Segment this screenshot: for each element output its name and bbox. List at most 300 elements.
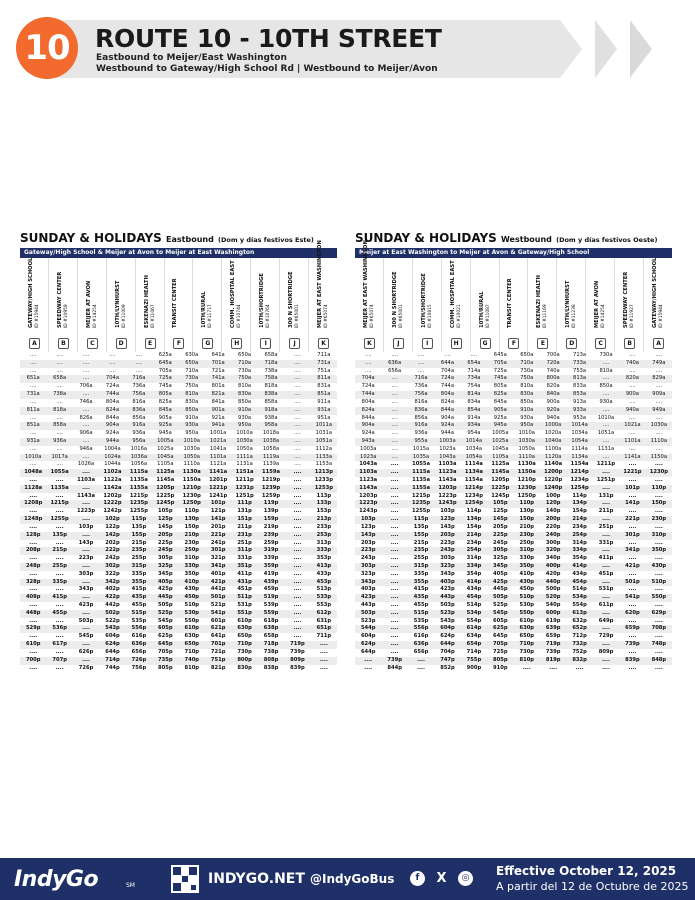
- time-cell: 1125a: [491, 461, 510, 468]
- time-cell: ....: [135, 367, 143, 374]
- time-cell: 624p: [440, 633, 455, 640]
- table-row: [355, 657, 672, 665]
- time-cell: ....: [390, 484, 399, 491]
- time-cell: 440p: [545, 578, 561, 585]
- time-cell: 1230p: [182, 492, 201, 499]
- time-cell: 414p: [466, 578, 482, 585]
- table-row: [20, 610, 337, 618]
- time-cell: 604p: [105, 633, 120, 640]
- table-row: [20, 352, 337, 360]
- time-cell: 419p: [263, 570, 279, 577]
- time-cell: 254p: [466, 547, 482, 554]
- timepoint-letter: A: [29, 338, 40, 349]
- time-cell: 341p: [625, 547, 640, 554]
- time-cell: ....: [293, 609, 302, 616]
- time-cell: 805a: [493, 383, 507, 390]
- time-cell: 403p: [440, 578, 455, 585]
- time-cell: 435p: [131, 594, 147, 601]
- time-cell: ....: [82, 547, 90, 554]
- time-cell: 1141a: [209, 469, 228, 476]
- time-cell: 1038a: [262, 437, 280, 444]
- timepoint-letter: B: [624, 338, 635, 349]
- time-cell: 901a: [211, 406, 225, 413]
- table-row: [355, 602, 672, 610]
- time-cell: 1255p: [411, 508, 431, 515]
- time-cell: ....: [29, 539, 38, 546]
- time-cell: 845a: [493, 398, 507, 405]
- time-cell: ....: [293, 562, 302, 569]
- time-cell: 1250p: [517, 492, 536, 499]
- time-cell: 239p: [263, 531, 279, 538]
- time-cell: ....: [654, 664, 663, 671]
- time-cell: 933a: [573, 406, 587, 413]
- time-cell: ....: [55, 633, 64, 640]
- time-cell: 313p: [316, 539, 332, 546]
- table-row: [355, 454, 672, 462]
- time-cell: 423p: [360, 594, 376, 601]
- column-header: [471, 258, 500, 352]
- time-cell: 1055a: [50, 469, 69, 476]
- time-cell: 453p: [316, 578, 332, 585]
- time-cell: 543p: [440, 617, 455, 624]
- stop-name: [289, 262, 299, 328]
- time-cell: 214p: [572, 516, 587, 523]
- time-cell: 1223p: [76, 508, 96, 515]
- time-cell: 515p: [413, 609, 429, 616]
- time-cell: 1034a: [571, 430, 588, 437]
- table-row: [355, 399, 672, 407]
- time-cell: 1150a: [650, 453, 668, 460]
- time-cell: 951a: [317, 414, 331, 421]
- time-cell: 155p: [413, 531, 429, 538]
- table-row: [355, 555, 672, 563]
- time-cell: ....: [55, 602, 64, 608]
- stop-label: MEIJER AT EAST WASHINGTON: [362, 240, 369, 328]
- table-row: [355, 368, 672, 376]
- column-header: [193, 258, 222, 352]
- time-cell: 725p: [493, 648, 508, 655]
- time-cell: 110p: [184, 508, 200, 515]
- time-cell: ....: [29, 477, 38, 483]
- time-cell: 824a: [105, 406, 120, 413]
- time-cell: 1250p: [182, 500, 201, 507]
- time-cell: 243p: [360, 555, 376, 562]
- time-cell: 1140a: [544, 461, 563, 468]
- time-cell: 125p: [158, 516, 173, 523]
- time-cell: ....: [654, 477, 663, 483]
- time-cell: 836a: [414, 406, 428, 413]
- time-cell: 913a: [573, 398, 587, 405]
- stop-name: [116, 262, 126, 328]
- time-cell: ....: [82, 578, 90, 585]
- time-cell: 944a: [440, 430, 455, 437]
- eastbound-title: [20, 231, 314, 245]
- time-cell: 1223p: [438, 492, 457, 499]
- table-row: [355, 641, 672, 649]
- time-cell: ....: [654, 570, 663, 577]
- time-cell: 659p: [625, 625, 640, 632]
- stop-id: ID #14254: [92, 304, 98, 328]
- table-row: [20, 438, 337, 446]
- time-cell: 1122a: [103, 477, 122, 483]
- time-cell: ....: [364, 656, 373, 663]
- time-cell: ....: [654, 648, 663, 655]
- timepoint-letter: D: [566, 338, 577, 349]
- time-cell: 423p: [78, 602, 94, 608]
- table-row: [20, 391, 337, 399]
- page-title: ROUTE 10 - 10TH STREET: [95, 24, 442, 53]
- time-cell: 405p: [158, 578, 173, 585]
- time-cell: 851a: [317, 391, 331, 398]
- time-cell: 620p: [625, 609, 640, 616]
- time-cell: ....: [628, 461, 637, 468]
- time-cell: 203p: [360, 539, 376, 546]
- time-cell: 825a: [158, 398, 172, 405]
- time-cell: 630p: [184, 633, 200, 640]
- time-cell: 215p: [131, 539, 147, 546]
- table-row: [355, 532, 672, 540]
- time-cell: ....: [29, 508, 38, 515]
- time-cell: 625a: [158, 352, 172, 358]
- time-cell: 408p: [25, 594, 41, 601]
- time-cell: ....: [319, 656, 328, 663]
- time-cell: 934a: [467, 422, 481, 429]
- stop-name: [451, 262, 461, 328]
- website-link[interactable]: INDYGO.NET: [208, 871, 305, 887]
- table-row: [20, 368, 337, 376]
- time-cell: 650a: [238, 352, 252, 358]
- time-cell: 131p: [237, 508, 252, 515]
- time-cell: 1121a: [209, 461, 227, 468]
- time-cell: 335p: [52, 578, 67, 585]
- time-cell: 420p: [545, 570, 561, 577]
- table-row: [20, 360, 337, 368]
- time-cell: 303p: [440, 555, 455, 562]
- time-cell: 435p: [413, 594, 429, 601]
- time-cell: 945a: [158, 430, 172, 437]
- stop-id: ID #10744: [236, 304, 242, 328]
- stop-name: [260, 262, 270, 328]
- time-cell: 1043a: [439, 453, 456, 460]
- time-cell: 710a: [238, 359, 252, 366]
- table-row: [20, 618, 337, 626]
- time-cell: ....: [56, 359, 63, 366]
- time-cell: ....: [602, 547, 610, 554]
- time-cell: ....: [391, 398, 398, 405]
- indygo-logo[interactable]: IndyGo: [14, 867, 99, 892]
- time-cell: 501p: [210, 594, 226, 601]
- time-cell: 1214p: [464, 484, 483, 491]
- time-cell: 710p: [184, 648, 200, 655]
- time-cell: 1041a: [209, 445, 227, 452]
- time-cell: ....: [390, 523, 399, 530]
- time-cell: ....: [109, 367, 116, 374]
- time-cell: ....: [294, 445, 301, 452]
- time-cell: 718a: [264, 359, 278, 366]
- time-cell: ....: [56, 367, 63, 374]
- time-cell: ....: [391, 445, 398, 452]
- table-row: [355, 352, 672, 360]
- time-cell: 1150a: [182, 477, 201, 483]
- table-row: [20, 571, 337, 579]
- time-cell: 720a: [546, 359, 560, 366]
- time-cell: ....: [629, 430, 636, 437]
- time-cell: 223p: [440, 539, 455, 546]
- time-cell: ....: [628, 602, 637, 608]
- time-cell: 231p: [237, 531, 252, 538]
- time-cell: ....: [655, 414, 663, 421]
- time-cell: 513p: [316, 586, 332, 593]
- header-subtitle-westbound: Westbound to Gateway/High School Rd | Westbound to Meijer/Avon: [96, 64, 438, 74]
- stop-name: [566, 262, 576, 328]
- time-cell: 811a: [26, 406, 40, 413]
- time-cell: ....: [55, 555, 64, 562]
- time-cell: ....: [56, 383, 63, 390]
- time-cell: 445p: [493, 586, 508, 593]
- time-cell: ....: [654, 617, 663, 624]
- time-cell: 612p: [316, 609, 332, 616]
- time-cell: 1051a: [597, 430, 615, 437]
- time-cell: 1220p: [544, 477, 563, 483]
- table-row: [355, 524, 672, 532]
- time-cell: 924a: [440, 422, 455, 429]
- time-cell: 1141a: [624, 453, 641, 460]
- time-cell: 159p: [263, 516, 279, 523]
- time-cell: ....: [29, 367, 37, 374]
- time-cell: ....: [82, 594, 90, 601]
- stop-label: ESKENAZI HEALTH: [536, 275, 543, 328]
- time-cell: ....: [82, 500, 90, 507]
- stop-id: ID #15944: [658, 304, 664, 328]
- stop-label: 300 N SHORTRIDGE: [288, 271, 295, 328]
- time-cell: 1231p: [235, 484, 254, 491]
- table-row: [20, 508, 337, 516]
- time-cell: 330p: [519, 555, 535, 562]
- qr-code-icon[interactable]: [171, 865, 199, 893]
- time-cell: 354p: [572, 555, 587, 562]
- table-row: [20, 586, 337, 594]
- x-icon[interactable]: X: [436, 871, 447, 886]
- time-cell: 1035a: [412, 453, 430, 460]
- time-cell: 514p: [572, 586, 587, 593]
- time-cell: 904a: [440, 414, 455, 421]
- timepoint-letter: I: [260, 338, 271, 349]
- table-row: [20, 485, 337, 493]
- time-cell: 1058a: [262, 445, 280, 452]
- time-cell: 539p: [263, 602, 279, 608]
- stop-label: 10TH/SHORTRIDGE: [259, 273, 266, 328]
- column-header: [500, 258, 529, 352]
- time-cell: 1221p: [209, 484, 228, 491]
- time-cell: 1043a: [359, 461, 378, 468]
- time-cell: 925a: [493, 414, 507, 421]
- time-cell: 1026a: [77, 461, 95, 468]
- time-cell: ....: [390, 508, 399, 515]
- time-cell: 610p: [25, 641, 41, 648]
- time-cell: 941a: [211, 422, 225, 429]
- time-cell: 810a: [238, 383, 252, 390]
- time-cell: 242p: [105, 555, 120, 562]
- time-cell: 701p: [210, 641, 226, 648]
- timepoint-letter: H: [451, 338, 462, 349]
- time-cell: 700a: [546, 352, 560, 358]
- westbound-title-main: SUNDAY & HOLIDAYS: [355, 231, 497, 245]
- time-cell: 616p: [413, 633, 429, 640]
- time-cell: 750a: [185, 383, 199, 390]
- time-cell: 341p: [210, 562, 226, 569]
- time-cell: 514p: [466, 602, 482, 608]
- time-cell: 422p: [105, 594, 120, 601]
- stop-name: [537, 262, 547, 328]
- time-cell: 135p: [413, 523, 429, 530]
- time-cell: ....: [444, 352, 451, 358]
- instagram-icon[interactable]: ◎: [458, 871, 473, 886]
- time-cell: 821a: [211, 391, 225, 398]
- time-cell: 1123a: [359, 477, 378, 483]
- stop-label: 10TH/LYNHURST: [565, 280, 572, 328]
- time-cell: 744a: [361, 391, 375, 398]
- time-cell: ....: [319, 664, 328, 671]
- time-cell: 936a: [132, 430, 146, 437]
- time-cell: 745a: [493, 375, 507, 382]
- time-cell: ....: [82, 531, 90, 538]
- footer-bar: [0, 858, 695, 900]
- time-cell: 510p: [651, 578, 667, 585]
- time-cell: 331p: [237, 555, 252, 562]
- time-cell: ....: [654, 508, 663, 515]
- time-cell: ....: [602, 594, 610, 601]
- timepoint-letter: A: [653, 338, 664, 349]
- stop-label: GATEWAY/HIGH SCHOOL: [27, 257, 34, 328]
- time-cell: 744p: [105, 664, 120, 671]
- time-cell: 1114a: [464, 461, 483, 468]
- time-cell: ....: [655, 383, 663, 390]
- time-cell: 1105a: [157, 461, 174, 468]
- time-cell: 800a: [546, 375, 560, 382]
- westbound-dir-es: (Dom y días festivos Oeste): [556, 236, 658, 244]
- time-cell: 830p: [237, 664, 252, 671]
- time-cell: ....: [293, 570, 302, 577]
- time-cell: 741a: [211, 375, 225, 382]
- column-header: [78, 258, 107, 352]
- time-cell: 130p: [519, 508, 535, 515]
- time-cell: ....: [109, 352, 116, 358]
- time-cell: ....: [294, 398, 301, 405]
- table-row: [355, 516, 672, 524]
- time-cell: 255p: [52, 562, 67, 569]
- time-cell: 234p: [466, 539, 482, 546]
- time-cell: ....: [390, 594, 399, 601]
- table-row: [355, 586, 672, 594]
- time-cell: 301p: [210, 547, 226, 554]
- time-cell: 1248p: [24, 516, 43, 523]
- social-handle[interactable]: @IndyGoBus: [310, 872, 395, 886]
- time-cell: 414p: [572, 562, 587, 569]
- time-cell: 858a: [53, 422, 67, 429]
- stop-id: ID #10764: [265, 304, 271, 328]
- time-cell: 724a: [361, 383, 375, 390]
- time-cell: 1241p: [209, 492, 228, 499]
- time-cell: ....: [82, 367, 90, 374]
- time-cell: 421p: [625, 562, 640, 569]
- time-cell: 535p: [131, 617, 147, 624]
- time-cell: 1011a: [315, 422, 333, 429]
- time-cell: 644p: [360, 648, 376, 655]
- time-cell: ....: [417, 352, 425, 358]
- stop-name: [508, 262, 518, 328]
- time-cell: 454p: [466, 594, 482, 601]
- time-cell: 345p: [493, 562, 508, 569]
- time-cell: 844a: [361, 414, 375, 421]
- time-cell: 758a: [264, 375, 278, 382]
- stop-id: ID #14254: [600, 304, 606, 328]
- time-cell: 1235p: [411, 500, 431, 507]
- time-cell: 1103a: [438, 461, 457, 468]
- time-cell: 301p: [625, 531, 640, 538]
- time-cell: 403p: [360, 586, 376, 593]
- time-cell: 751a: [317, 367, 331, 374]
- time-cell: ....: [628, 477, 637, 483]
- time-cell: 940a: [546, 414, 560, 421]
- time-cell: 1203p: [438, 484, 457, 491]
- time-cell: ....: [390, 492, 399, 499]
- stop-id: ID #11009: [121, 304, 127, 328]
- time-cell: ....: [390, 469, 399, 476]
- time-cell: 1020a: [544, 430, 562, 437]
- time-cell: ....: [56, 445, 63, 452]
- time-cell: 350p: [184, 570, 200, 577]
- time-cell: ....: [390, 609, 399, 616]
- time-cell: ....: [55, 477, 64, 483]
- facebook-icon[interactable]: f: [410, 871, 425, 886]
- time-cell: ....: [293, 469, 302, 476]
- time-cell: 450p: [184, 594, 200, 601]
- time-cell: ....: [82, 352, 90, 358]
- time-cell: 343p: [360, 578, 376, 585]
- time-cell: 530p: [519, 602, 535, 608]
- time-cell: 1025a: [492, 437, 509, 444]
- time-cell: 1005a: [157, 437, 174, 444]
- time-cell: 1014a: [571, 422, 588, 429]
- time-cell: 820a: [625, 375, 639, 382]
- time-cell: 130p: [184, 516, 200, 523]
- time-cell: ....: [628, 664, 637, 671]
- time-cell: ....: [628, 570, 637, 577]
- time-cell: ....: [629, 398, 636, 405]
- table-row: [355, 625, 672, 633]
- time-cell: 441p: [210, 586, 226, 593]
- time-cell: ....: [293, 578, 302, 585]
- time-cell: 1205p: [491, 477, 510, 483]
- time-cell: 805p: [493, 656, 508, 663]
- time-cell: 525p: [493, 602, 508, 608]
- time-cell: 845a: [158, 406, 172, 413]
- time-cell: 305p: [158, 555, 173, 562]
- time-cell: ....: [602, 609, 610, 616]
- time-cell: 756a: [132, 391, 146, 398]
- table-row: [20, 430, 337, 438]
- time-cell: 530p: [184, 609, 200, 616]
- time-cell: 618p: [263, 617, 279, 624]
- time-cell: ....: [293, 539, 302, 546]
- time-cell: ....: [390, 539, 399, 546]
- time-cell: 804a: [440, 391, 455, 398]
- time-cell: 255p: [131, 555, 147, 562]
- time-cell: 415p: [131, 586, 147, 593]
- stop-name: [145, 262, 155, 328]
- table-row: [20, 540, 337, 548]
- time-cell: ....: [364, 352, 372, 358]
